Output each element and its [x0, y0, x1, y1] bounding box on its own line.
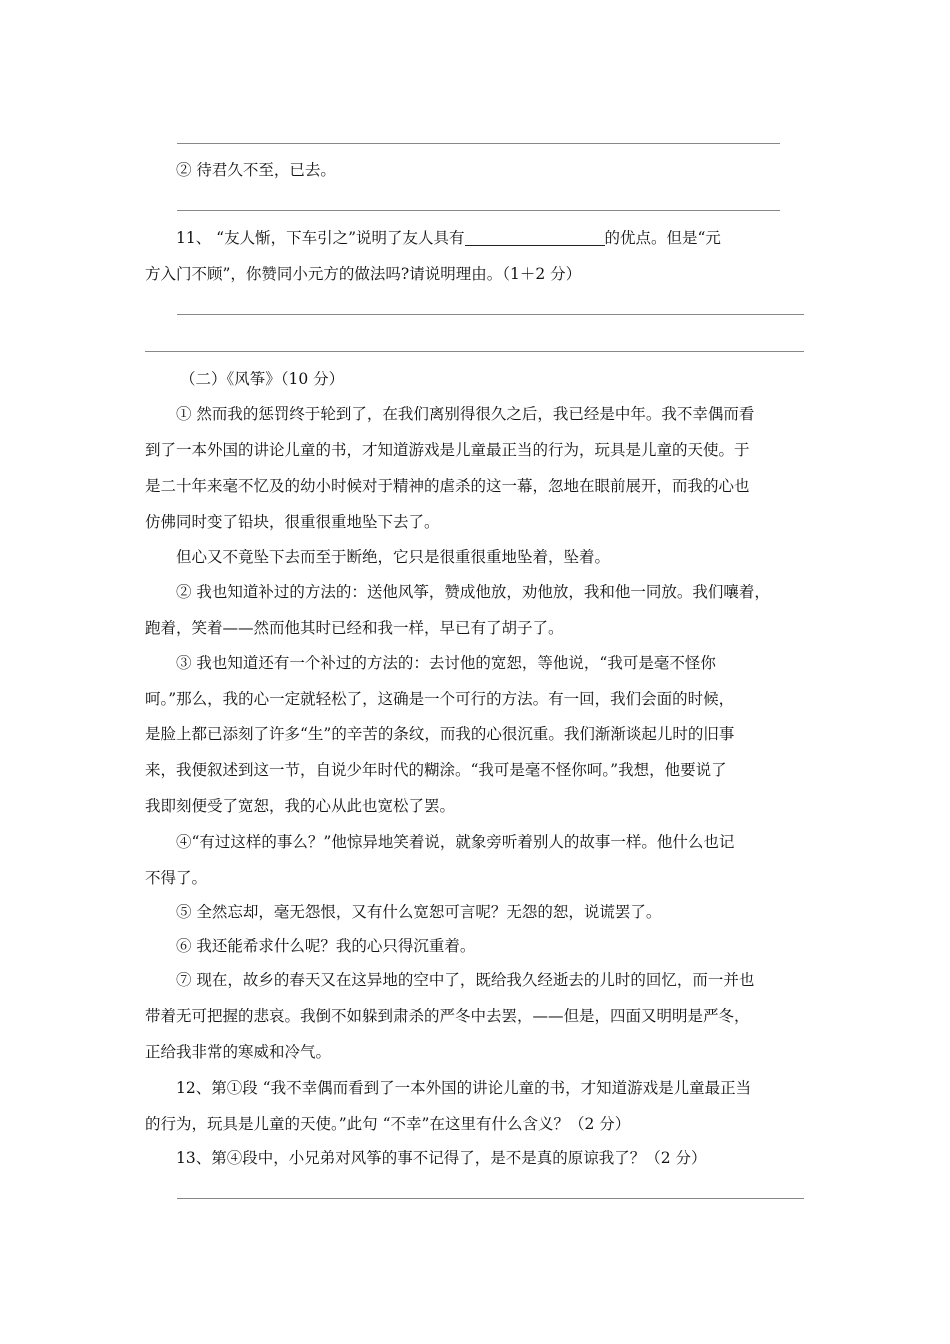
- answer-line: [145, 351, 804, 352]
- q11-text-a: 11、 “友人惭，下车引之”说明了友人具有: [176, 229, 465, 247]
- passage-line: ⑥ 我还能希求什么呢？我的心只得沉重着。: [176, 937, 476, 955]
- answer-line: [177, 314, 804, 315]
- passage-line: ② 我也知道补过的方法的：送他风筝，赞成他放，劝他放，我和他一同放。我们嚷着，: [176, 583, 770, 601]
- answer-line: [177, 143, 780, 144]
- passage-line: 仿佛同时变了铅块，很重很重地坠下去了。: [145, 513, 440, 531]
- passage-line: 到了一本外国的讲论儿童的书，才知道游戏是儿童最正当的行为，玩具是儿童的天使。于: [145, 441, 750, 459]
- passage-line: ③ 我也知道还有一个补过的方法的：去讨他的宽恕，等他说，“我可是毫不怪你: [176, 654, 716, 672]
- passage-line: 跑着，笑着——然而他其时已经和我一样，早已有了胡子了。: [145, 619, 564, 637]
- q11-line-1: [176, 228, 816, 248]
- passage-line: ⑤ 全然忘却，毫无怨恨，又有什么宽恕可言呢？无怨的恕，说谎罢了。: [176, 903, 662, 921]
- q11-line-2: 方入门不顾”，你赞同小元方的做法吗?请说明理由。（1＋2 分）: [145, 265, 582, 283]
- q10-item-2: ② 待君久不至，已去。: [176, 161, 336, 179]
- q11-text-b: 的优点。但是“元: [604, 229, 721, 247]
- passage-line: 呵。”那么，我的心一定就轻松了，这确是一个可行的方法。有一回，我们会面的时候，: [145, 690, 735, 708]
- passage-line: ⑦ 现在，故乡的春天又在这异地的空中了，既给我久经逝去的儿时的回忆，而一并也: [176, 971, 755, 989]
- answer-line: [177, 1198, 804, 1199]
- passage-line: 不得了。: [145, 869, 208, 887]
- passage-line: 来，我便叙述到这一节，自说少年时代的糊涂。“我可是毫不怪你呵。”我想，他要说了: [145, 761, 727, 779]
- passage-line: ④“有过这样的事么？”他惊异地笑着说，就象旁听着别人的故事一样。他什么也记: [176, 833, 735, 851]
- passage-line: ① 然而我的惩罚终于轮到了，在我们离别得很久之后，我已经是中年。我不幸偶而看: [176, 405, 755, 423]
- section-heading: （二）《风筝》（10 分）: [180, 370, 345, 388]
- passage-line: 是二十年来毫不忆及的幼小时候对于精神的虐杀的这一幕，忽地在眼前展开，而我的心也: [145, 477, 750, 495]
- q13-line-1: 13、第④段中，小兄弟对风筝的事不记得了，是不是真的原谅我了？（2 分）: [176, 1149, 707, 1167]
- answer-line: [177, 210, 780, 211]
- passage-line: 我即刻便受了宽恕，我的心从此也宽松了罢。: [145, 797, 456, 815]
- q11-fill-blank[interactable]: [465, 229, 605, 246]
- q12-line-2: 的行为，玩具是儿童的天使。”此句 “不幸”在这里有什么含义？（2 分）: [145, 1115, 631, 1133]
- q12-line-1: 12、第①段 “我不幸偶而看到了一本外国的讲论儿童的书，才知道游戏是儿童最正当: [176, 1079, 752, 1097]
- passage-line: 正给我非常的寒威和冷气。: [145, 1043, 332, 1061]
- passage-line: 但心又不竟坠下去而至于断绝，它只是很重很重地坠着，坠着。: [176, 548, 611, 566]
- passage-line: 带着无可把握的悲哀。我倒不如躲到肃杀的严冬中去罢，——但是，四面又明明是严冬，: [145, 1007, 750, 1025]
- passage-line: 是脸上都已添刻了许多“生”的辛苦的条纹，而我的心很沉重。我们渐渐谈起儿时的旧事: [145, 725, 735, 743]
